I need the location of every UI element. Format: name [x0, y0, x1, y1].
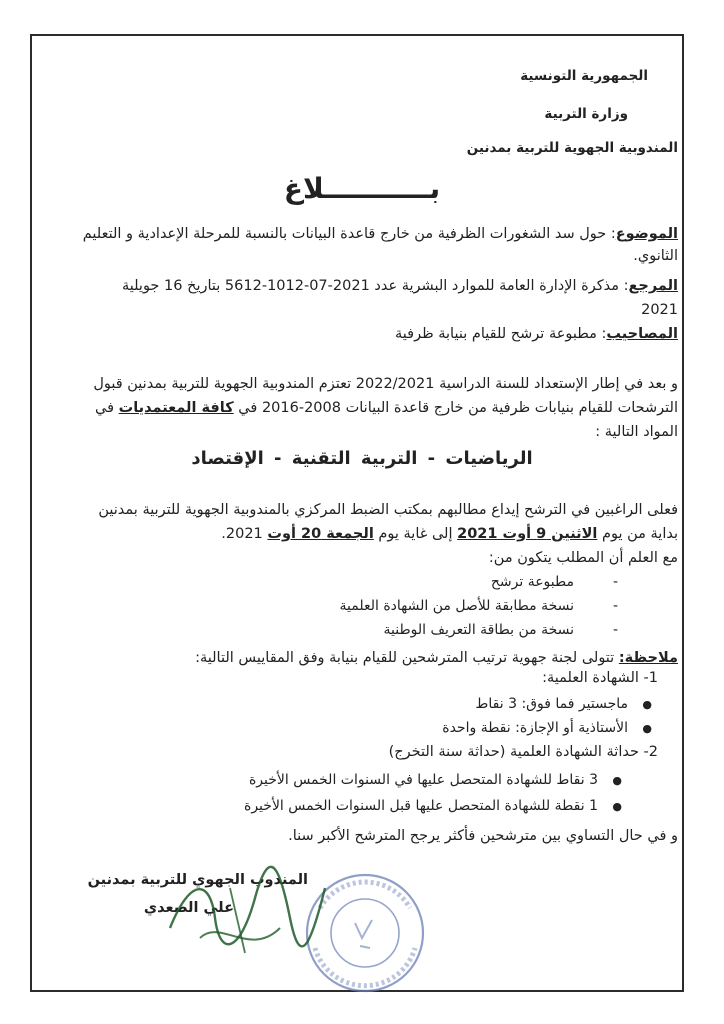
reference-line-2: 2021 — [641, 302, 678, 318]
page-title: بـــــــــــلاغ — [283, 172, 441, 205]
header-ministry: وزارة التربية — [544, 106, 628, 122]
header-delegation: المندوبية الجهوية للتربية بمدنين — [466, 140, 678, 156]
deposit-line-2 — [221, 522, 678, 546]
criterion-2-item-2: ● 1 نقطة للشهادة المتحصل عليها قبل السنوات الخمس الأخيرة — [244, 798, 598, 814]
file-intro: مع العلم أن المطلب يتكون من: — [488, 550, 678, 566]
deposit-line-1: فعلى الراغبين في الترشح إيداع مطالبهم بمكتب الضبط المركزي بالمندوبية الجهوية للتربية بمدنين — [98, 502, 678, 518]
file-item-3: - نسخة من بطاقة التعريف الوطنية — [384, 622, 574, 638]
intro-text-delegations: كافة المعتمديات — [118, 400, 234, 416]
subject-line-1: الموضوع: حول سد الشغورات الظرفية من خارج قاعدة البيانات بالنسبة للمرحلة الإعدادية و التعليم — [82, 226, 678, 242]
subject-line-2: الثانوي. — [633, 248, 678, 264]
attachments-text: مطبوعة ترشح للقيام بنيابة ظرفية — [395, 326, 597, 342]
criterion-1-title: 1- الشهادة العلمية: — [542, 670, 658, 686]
reference-label: المرجع — [628, 278, 678, 294]
intro-text-a: الترشحات للقيام بنيابات ظرفية من خارج قاعدة البيانات 2008-2016 في — [238, 400, 678, 416]
deposit-start-date: الاثنين 9 أوت 2021 — [457, 526, 598, 542]
criterion-1-item-1: ● ماجستير فما فوق: 3 نقاط — [475, 696, 628, 712]
signature-name: علي الصعدي — [143, 900, 234, 916]
criterion-2-title: 2- حداثة الشهادة العلمية (حداثة سنة التخرج) — [388, 744, 658, 760]
intro-line-2 — [95, 396, 678, 420]
handwritten-signature-icon — [160, 858, 330, 968]
subject-label: الموضوع — [615, 226, 678, 242]
criterion-2-item-1: ● 3 نقاط للشهادة المتحصل عليها في السنوات الخمس الأخيرة — [249, 772, 598, 788]
criterion-1-item-2: ● الأستاذية أو الإجازة: نقطة واحدة — [442, 720, 628, 736]
tie-rule: و في حال التساوي بين مترشحين فأكثر يرجح المترشح الأكبر سنا. — [288, 828, 678, 844]
intro-line-3: المواد التالية : — [595, 424, 678, 440]
reference-line-1: المرجع: مذكرة الإدارة العامة للموارد البشرية عدد 2021-07-1012-5612 بتاريخ 16 جويلية — [121, 278, 678, 294]
intro-line-1: و بعد في إطار الإستعداد للسنة الدراسية 2022/2021 تعتزم المندوبية الجهوية للتربية بمدنين قبول — [93, 376, 678, 392]
deposit-end-date: الجمعة 20 أوت — [267, 526, 374, 542]
signature-role: المندوب الجهوي للتربية بمدنين — [87, 872, 308, 888]
deposit-text-c: إلى غاية يوم — [378, 526, 453, 542]
note-text: تتولى لجنة جهوية ترتيب المترشحين للقيام بنيابة وفق المقاييس التالية: — [195, 650, 615, 666]
header-republic: الجمهورية التونسية — [520, 68, 648, 84]
reference-text-1: مذكرة الإدارة العامة للموارد البشرية عدد 2021-07-1012-5612 بتاريخ 16 جويلية — [121, 278, 619, 294]
subjects-list: الرياضيات - التربية التقنية - الإقتصاد — [191, 448, 533, 469]
note-label: ملاحظة: — [618, 650, 678, 666]
attachments-line: المصاحيب: مطبوعة ترشح للقيام بنيابة ظرفية — [395, 326, 678, 342]
intro-text-c: في — [95, 400, 115, 416]
file-item-1: - مطبوعة ترشح — [491, 574, 574, 590]
file-item-2: - نسخة مطابقة للأصل من الشهادة العلمية — [340, 598, 574, 614]
deposit-text-e: 2021. — [221, 526, 263, 542]
note-line — [195, 646, 678, 670]
subject-text-1: حول سد الشغورات الظرفية من خارج قاعدة البيانات بالنسبة للمرحلة الإعدادية و التعليم — [82, 226, 607, 242]
deposit-text-a: بداية من يوم — [601, 526, 678, 542]
attachments-label: المصاحيب — [606, 326, 678, 342]
